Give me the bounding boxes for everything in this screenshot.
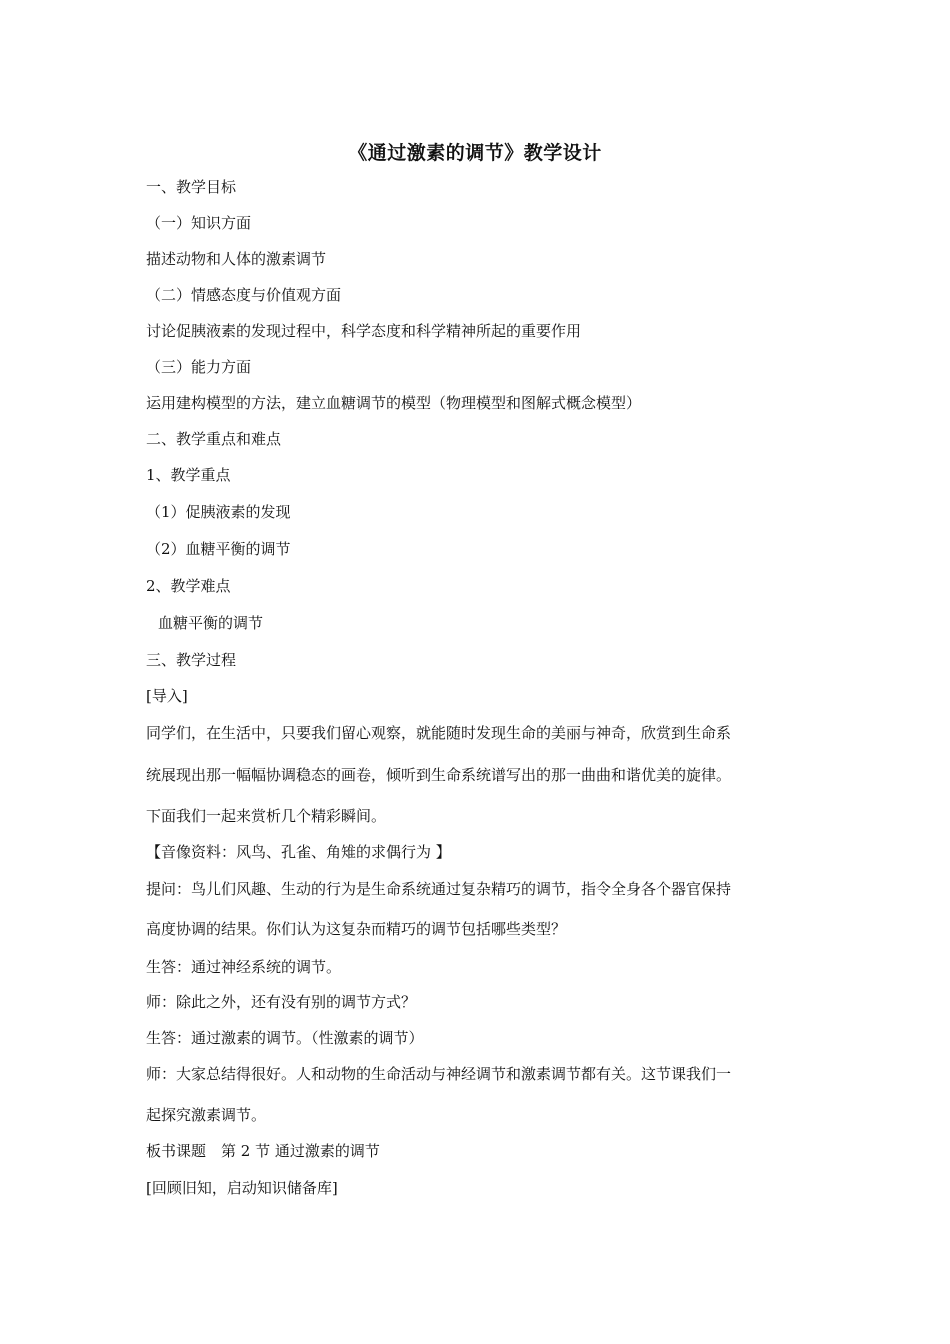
list-item: 血糖平衡的调节 — [158, 614, 264, 632]
subheading-key-points: 1、教学重点 — [146, 466, 231, 484]
subheading-difficulties: 2、教学难点 — [146, 577, 231, 595]
section-heading-key-points: 二、教学重点和难点 — [146, 430, 282, 448]
paragraph-line: 下面我们一起来赏析几个精彩瞬间。 — [146, 807, 387, 825]
subheading-knowledge: （一）知识方面 — [146, 214, 252, 232]
bracket-label-intro: [导入] — [146, 687, 188, 705]
dialogue-line: 师：除此之外，还有没有别的调节方式？ — [146, 993, 417, 1011]
dialogue-line: 生答：通过激素的调节。（性激素的调节） — [146, 1029, 424, 1047]
subheading-ability: （三）能力方面 — [146, 358, 252, 376]
paragraph-line: 运用建构模型的方法，建立血糖调节的模型（物理模型和图解式概念模型） — [146, 394, 642, 412]
document-title: 《通过激素的调节》教学设计 — [348, 142, 602, 164]
list-item: （1）促胰液素的发现 — [146, 503, 291, 521]
bracket-label-review: [回顾旧知，启动知识储备库] — [146, 1179, 338, 1197]
media-note: 【音像资料：风鸟、孔雀、角雉的求偶行为 】 — [146, 843, 451, 861]
paragraph-line: 统展现出那一幅幅协调稳态的画卷，倾听到生命系统谱写出的那一曲曲和谐优美的旋律。 — [146, 766, 732, 784]
list-item: （2）血糖平衡的调节 — [146, 540, 291, 558]
paragraph-line: 提问：鸟儿们风趣、生动的行为是生命系统通过复杂精巧的调节，指令全身各个器官保持 — [146, 880, 732, 898]
paragraph-line: 描述动物和人体的激素调节 — [146, 250, 327, 268]
dialogue-line: 师：大家总结得很好。人和动物的生命活动与神经调节和激素调节都有关。这节课我们一 — [146, 1065, 732, 1083]
paragraph-line: 同学们，在生活中，只要我们留心观察，就能随时发现生命的美丽与神奇，欣赏到生命系 — [146, 724, 732, 742]
board-title-line: 板书课题 第 2 节 通过激素的调节 — [146, 1142, 380, 1160]
section-heading-process: 三、教学过程 — [146, 651, 237, 669]
dialogue-line: 生答：通过神经系统的调节。 — [146, 958, 342, 976]
paragraph-line: 讨论促胰液素的发现过程中，科学态度和科学精神所起的重要作用 — [146, 322, 582, 340]
paragraph-line: 起探究激素调节。 — [146, 1106, 267, 1124]
paragraph-line: 高度协调的结果。你们认为这复杂而精巧的调节包括哪些类型？ — [146, 920, 567, 938]
section-heading-objectives: 一、教学目标 — [146, 178, 237, 196]
subheading-attitude: （二）情感态度与价值观方面 — [146, 286, 342, 304]
